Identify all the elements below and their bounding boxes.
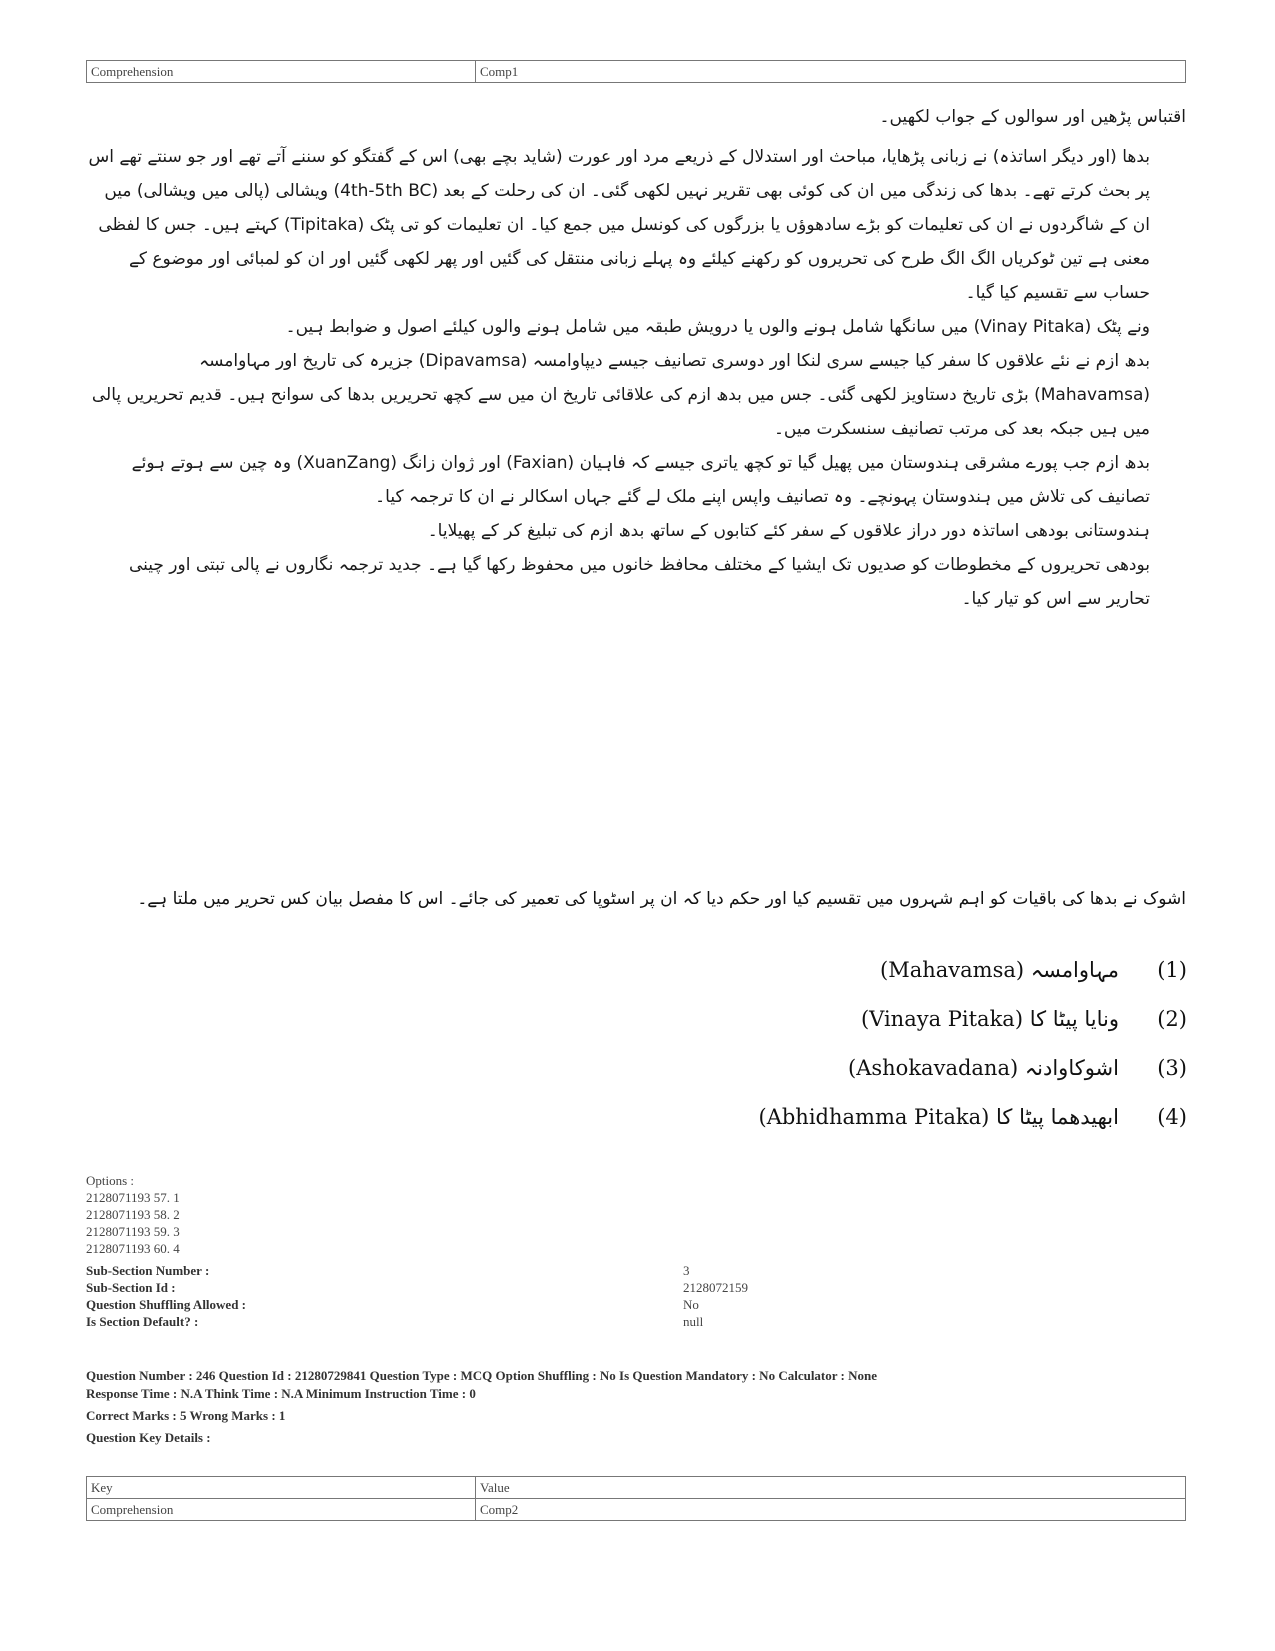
table-header-value: Value: [476, 1477, 1186, 1499]
answer-options: [759, 945, 1188, 1141]
table-header-row: [87, 1477, 1186, 1499]
option-id: 2128071193 58. 2: [86, 1207, 180, 1222]
option-text: ونایا پیٹا کا (Vinaya Pitaka): [860, 1006, 1119, 1031]
option-number: (4): [1157, 1104, 1187, 1129]
detail-value: No: [683, 1297, 699, 1312]
question-text: اشوک نے بدھا کی باقیات کو اہم شہروں میں تقسیم کیا اور حکم دیا کہ ان پر اسٹوپا کی تعمیر کی جائے۔ اس کا مفصل بیان کس تحریر میں ملتا ہے۔: [137, 889, 1186, 909]
detail-key: Is Section Default? :: [86, 1314, 199, 1329]
option-id: 2128071193 60. 4: [86, 1241, 180, 1256]
detail-row: [86, 1279, 1086, 1296]
detail-key: Sub-Section Id :: [86, 1280, 176, 1295]
detail-value: null: [683, 1314, 704, 1329]
option-text: اشوکاوادنہ (Ashokavadana): [848, 1055, 1119, 1080]
option-number: (3): [1157, 1055, 1187, 1080]
option-id: 2128071193 59. 3: [86, 1224, 180, 1239]
detail-key: Sub-Section Number :: [86, 1263, 210, 1278]
options-id-list: [86, 1172, 180, 1257]
passage-paragraph: بدھ ازم نے نئے علاقوں کا سفر کیا جیسے سری لنکا اور دوسری تصانیف جیسے دیپاوامسہ (Dipavamsa) جزیرہ کی تاریخ اور مہاوامسہ (Mahavamsa) بڑی تاریخ دستاویز لکھی گئی۔ جس میں بدھ ازم کی علاقائی تاریخ ان میں سے کچھ تحریریں بدھا کی سوانح ہیں۔ قدیم تحریریں پالی میں ہیں جبکہ بعد کی مرتب تصانیف سنسکرت میں۔: [91, 351, 1150, 439]
question-key-table: [86, 1476, 1186, 1521]
question-meta-line: Question Key Details :: [86, 1430, 211, 1445]
passage-paragraph: ہندوستانی بودھی اساتذہ دور دراز علاقوں کے سفر کئے کتابوں کے ساتھ بدھ ازم کی تبلیغ کر کے پھیلایا۔: [427, 521, 1150, 541]
table-row: [87, 1499, 1186, 1521]
passage-instruction: اقتباس پڑھیں اور سوالوں کے جواب لکھیں۔: [879, 107, 1186, 127]
top-key-value-table: [86, 60, 1186, 83]
passage: [86, 100, 1186, 616]
question-meta-line: Question Number : 246 Question Id : 21280729841 Question Type : MCQ Option Shuffling : No Is Question Mandatory : No Calculator : None: [86, 1368, 878, 1383]
answer-option: [759, 1043, 1188, 1092]
question-meta-line: Correct Marks : 5 Wrong Marks : 1: [86, 1408, 286, 1423]
answer-option: [759, 994, 1188, 1043]
option-number: (2): [1157, 1006, 1187, 1031]
detail-value: 2128072159: [683, 1280, 748, 1295]
table-cell-value: Comp2: [476, 1499, 1186, 1521]
detail-value: 3: [683, 1263, 690, 1278]
subsection-details: [86, 1262, 1086, 1330]
detail-row: [86, 1296, 1086, 1313]
table-row: [87, 61, 1186, 83]
option-id: 2128071193 57. 1: [86, 1190, 180, 1205]
passage-paragraph: بدھا (اور دیگر اساتذہ) نے زبانی پڑھایا، مباحث اور استدلال کے ذریعے مرد اور عورت (شاید بچے بھی) اس کے گفتگو کو سننے آتے تھے اور جو سنتے تھے اس پر بحث کرتے تھے۔ بدھا کی زندگی میں ان کی کوئی بھی تقریر نہیں لکھی گئی۔ ان کی رحلت کے بعد (4th-5th BC) ویشالی (پالی میں ویشالی) میں ان کے شاگردوں نے ان کی تعلیمات کو بڑے سادھوؤں یا بزرگوں کی کونسل میں جمع کیا۔ ان تعلیمات کو تی پٹک (Tipitaka) کہتے ہیں۔ جس کا لفظی معنی ہے تین ٹوکریاں الگ الگ طرح کی تحریروں کو رکھنے کیلئے وہ پہلے زبانی منتقل کی گئیں اور پھر لکھی گئیں اور ان کو لمبائی اور موضوع کے حساب سے تقسیم کیا گیا۔: [88, 147, 1150, 303]
option-number: (1): [1157, 957, 1187, 982]
options-label: Options :: [86, 1173, 135, 1188]
table-cell-key: Comprehension: [87, 1499, 476, 1521]
answer-option: [759, 1092, 1188, 1141]
table-cell-value: Comp1: [476, 61, 1186, 83]
table-cell-key: Comprehension: [87, 61, 476, 83]
detail-row: [86, 1262, 1086, 1279]
passage-paragraph: بودھی تحریروں کے مخطوطات کو صدیوں تک ایشیا کے مختلف محافظ خانوں میں محفوظ رکھا گیا ہے۔ جدید ترجمہ نگاروں نے پالی تبتی اور چینی تحاریر سے اس کو تیار کیا۔: [128, 555, 1150, 609]
option-text: ابھیدھما پیٹا کا (Abhidhamma Pitaka): [758, 1104, 1119, 1129]
table-header-key: Key: [87, 1477, 476, 1499]
passage-paragraph: ونے پٹک (Vinay Pitaka) میں سانگھا شامل ہونے والوں یا درویش طبقہ میں شامل ہونے والوں کیلئے اصول و ضوابط ہیں۔: [285, 317, 1150, 337]
detail-key: Question Shuffling Allowed :: [86, 1297, 247, 1312]
passage-paragraph: بدھ ازم جب پورے مشرقی ہندوستان میں پھیل گیا تو کچھ یاتری جیسے کہ فاہیان (Faxian) اور ژوان زانگ (XuanZang) وہ چین سے ہوتے ہوئے تصانیف کی تلاش میں ہندوستان پہونچے۔ وہ تصانیف واپس اپنے ملک لے گئے جہاں اسکالر نے ان کا ترجمہ کیا۔: [131, 453, 1150, 507]
question-meta-line: Response Time : N.A Think Time : N.A Minimum Instruction Time : 0: [86, 1386, 476, 1401]
answer-option: [759, 945, 1188, 994]
option-text: مہاوامسہ (Mahavamsa): [880, 957, 1119, 982]
detail-row: [86, 1313, 1086, 1330]
